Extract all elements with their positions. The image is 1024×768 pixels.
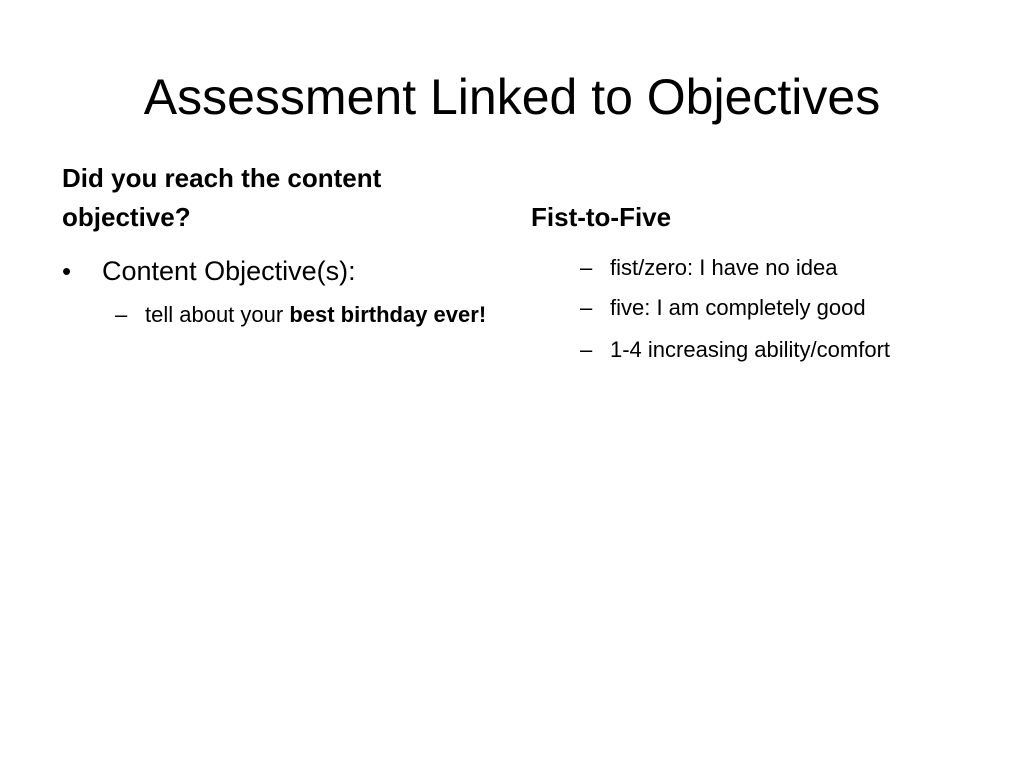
- fist-to-five-item: [580, 291, 866, 324]
- content-objective-text-plain: tell about your: [145, 302, 290, 327]
- fist-to-five-item-text: fist/zero: I have no idea: [610, 255, 838, 280]
- dash-mark: –: [580, 295, 593, 320]
- content-objective-text-bold: best birthday ever!: [289, 302, 487, 327]
- content-objective-text: [145, 298, 486, 331]
- slide-title: Assessment Linked to Objectives: [143, 69, 881, 125]
- dash-mark: –: [115, 302, 128, 327]
- content-objective-label: Content Objective(s):: [102, 256, 356, 286]
- content-objective-sub-item: [115, 298, 495, 331]
- fist-to-five-item: [580, 333, 890, 366]
- right-column-heading: Fist-to-Five: [531, 202, 672, 232]
- left-column-heading: Did you reach the content objective?: [62, 163, 382, 232]
- dash-mark: –: [580, 255, 593, 280]
- fist-to-five-item-text: 1-4 increasing ability/comfort: [610, 337, 891, 362]
- fist-to-five-item: [580, 251, 837, 284]
- content-objective-bullet: [62, 254, 356, 288]
- bullet-mark: •: [62, 256, 72, 286]
- dash-mark: –: [580, 337, 593, 362]
- fist-to-five-item-text: five: I am completely good: [610, 295, 866, 320]
